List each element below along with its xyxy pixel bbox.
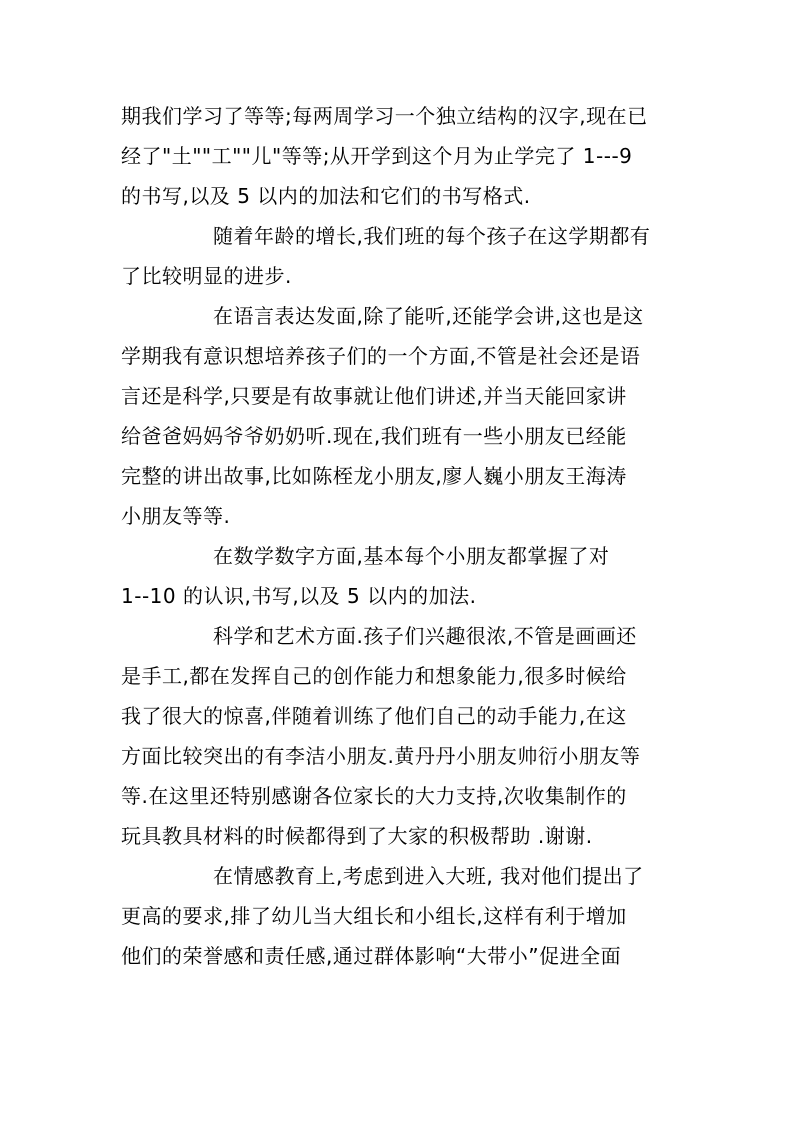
text-line: 更高的要求,排了幼儿当大组长和小组长,这样有利于增加	[121, 904, 627, 928]
text-line: 等.在这里还特别感谢各位家长的大力支持,次收集制作的	[121, 784, 627, 808]
text-line: 言还是科学,只要是有故事就让他们讲述,并当天能回家讲	[121, 384, 627, 408]
text-line: 完整的讲出故事,比如陈桎龙小朋友,廖人巍小朋友王海涛	[121, 464, 627, 488]
text-line: 经了"土""工""儿"等等;从开学到这个月为止学完了 1---9	[121, 144, 633, 168]
paragraph-learning-summary	[121, 96, 681, 216]
text-line: 的书写,以及 5 以内的加法和它们的书写格式.	[121, 184, 531, 208]
text-line: 期我们学习了等等;每两周学习一个独立结构的汉字,现在已	[121, 104, 648, 128]
text-line: 小朋友等等.	[121, 504, 231, 528]
text-line: 方面比较突出的有李洁小朋友.黄丹丹小朋友帅衍小朋友等	[121, 744, 641, 768]
text-line: 1--10 的认识,书写,以及 5 以内的加法.	[121, 584, 477, 608]
text-line: 是手工,都在发挥自己的创作能力和想象能力,很多时候给	[121, 664, 627, 688]
text-line: 在语言表达发面,除了能听,还能学会讲,这也是这	[213, 304, 644, 328]
text-line: 给爸爸妈妈爷爷奶奶听.现在,我们班有一些小朋友已经能	[121, 424, 627, 448]
paragraph-emotional-education	[121, 856, 681, 976]
text-line: 在情感教育上,考虑到进入大班, 我对他们提出了	[213, 864, 644, 888]
text-line: 学期我有意识想培养孩子们的一个方面,不管是社会还是语	[121, 344, 641, 368]
document-page	[121, 96, 681, 976]
paragraph-language	[121, 296, 681, 536]
text-line: 玩具教具材料的时候都得到了大家的积极帮助 .谢谢.	[121, 824, 593, 848]
text-line: 他们的荣誉感和责任感,通过群体影响“大带小”促进全面	[121, 944, 622, 968]
text-line: 科学和艺术方面.孩子们兴趣很浓,不管是画画还	[213, 624, 637, 648]
paragraph-math	[121, 536, 681, 616]
paragraph-science-art	[121, 616, 681, 856]
text-line: 在数学数字方面,基本每个小朋友都掌握了对	[213, 544, 610, 568]
text-line: 了比较明显的进步.	[121, 264, 292, 288]
paragraph-progress	[121, 216, 681, 296]
text-line: 我了很大的惊喜,伴随着训练了他们自己的动手能力,在这	[121, 704, 627, 728]
text-line: 随着年龄的增长,我们班的每个孩子在这学期都有	[213, 224, 651, 248]
